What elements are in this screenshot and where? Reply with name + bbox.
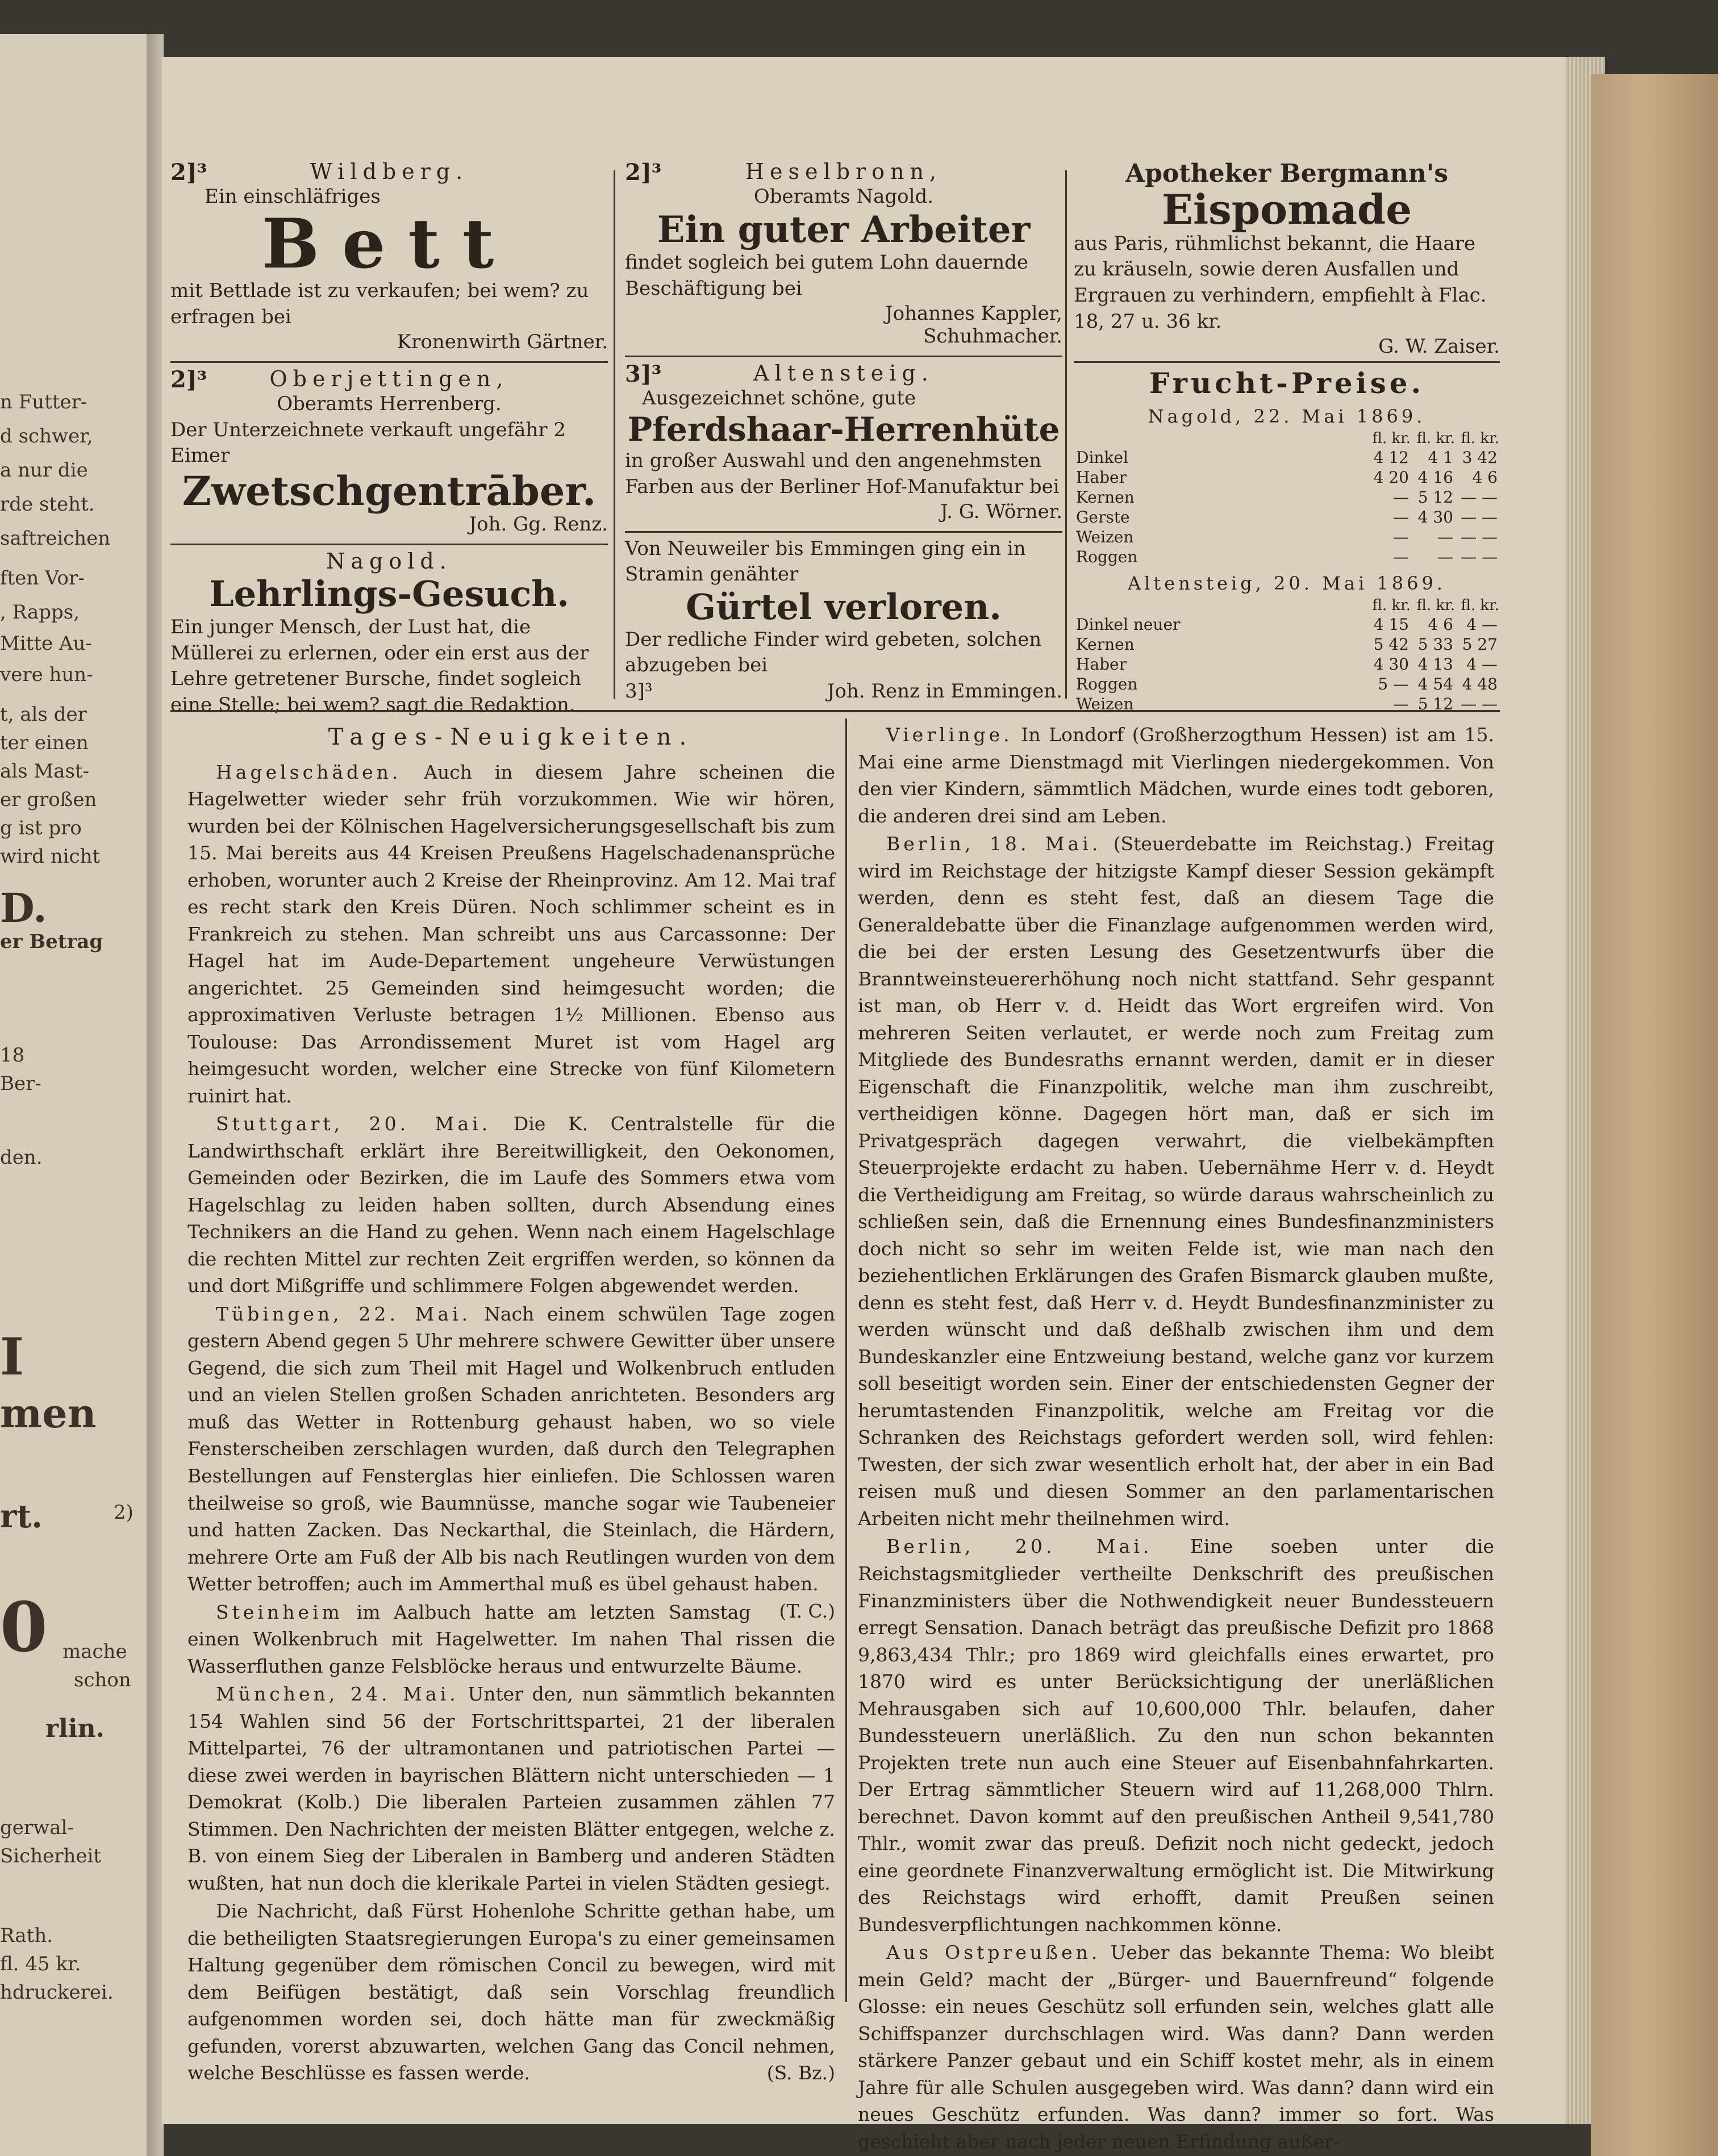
table-row: Kernen — 5 12 — — (1076, 488, 1498, 507)
ad-body: Der Unterzeichnete verkauft ungefähr 2 Eimer (170, 418, 566, 467)
ad-signature-2: Schuhmacher. (923, 325, 1062, 348)
left-fragment: t, als der (0, 703, 87, 726)
news-column-1 (187, 721, 835, 2088)
left-fragment: 2) (114, 1501, 134, 1524)
book-gutter (147, 34, 164, 2156)
table-row: Haber 4 30 4 13 4 — (1076, 655, 1498, 674)
left-fragment: mache (62, 1640, 127, 1663)
news-source: (S. Bz.) (766, 2062, 835, 2084)
ad-line: Ein einschläfriges (205, 185, 381, 208)
news-lead: München, 24. Mai. (216, 1683, 459, 1706)
left-fragment: saftreichen (0, 527, 111, 550)
table-row: Gerste — 4 30 — — (1076, 508, 1498, 527)
news-item (858, 1533, 1494, 1938)
left-fragment: er großen (0, 788, 97, 811)
ad-subtitle: Oberamts Nagold. (753, 185, 934, 208)
left-fragment: den. (0, 1146, 43, 1169)
news-text: Eine soeben unter die Reichstagsmitglieder vertheilte Denkschrift des preußischen Finanzministers über die Nothwendigkeit neuer Bundessteuern erregt Sensation. Danach beträgt das preußische Defizit pro 1868 9,863,434 Thlr.; pro 1869 wird gleichfalls eines erwartet, pro 1870 wird es unter Berücksichtigung der unerläßlichen Mehrausgaben sich auf 10,600,000 Thlr. belaufen, daher Bundessteuern unerläßlich. Zu den nun schon bekannten Projekten trete nun auch eine Steuer auf Eisenbahnfahrkarten. Der Ertrag sämmtlicher Steuern wird auf 11,268,000 Thlrn. berechnet. Davon kommt auf den preußischen Antheil 9,541,780 Thlr., womit zwar das preuß. Defizit noch nicht gedeckt, jedoch eine geordnete Finanzverwaltung ermöglicht ist. Die Mitwirkung des Reichstags wird erhofft, damit Preußen seinen Bundesverpflichtungen nachkommen könne. (858, 1535, 1495, 1936)
ad-intro: Von Neuweiler bis Emmingen ging ein in Stramin genähter (625, 537, 1026, 586)
ad-headline: Zwetschgentrāber. (182, 467, 597, 515)
column-rule (614, 170, 615, 699)
left-fragment: schon (74, 1669, 131, 1691)
news-lead: Vierlinge. (886, 724, 1013, 746)
news-item (187, 1898, 835, 2087)
ad-number: 3]³ (625, 680, 653, 703)
news-item (858, 1939, 1494, 2155)
news-source: (T. C.) (779, 1599, 835, 1622)
divider (170, 544, 608, 545)
ad-number: 2]³ (625, 159, 662, 186)
left-fragment: Sicherheit (0, 1845, 102, 1867)
table-row: Weizen — — — — (1076, 528, 1498, 547)
left-fragment: , Rapps, (0, 601, 80, 624)
prices-table-altensteig: fl. kr. fl. kr. fl. kr. Dinkel neuer 4 15 4 6 4 — Kernen 5 42 5 33 5 27 Haber 4 30 4 13 4 — Roggen 5 — 4 54 4 48 Weizen — 5 12 — — (1074, 596, 1500, 714)
left-fragment: d schwer, (0, 425, 93, 448)
news-lead: Aus Ostpreußen. (886, 1941, 1101, 1964)
ad-signature-line (625, 679, 1062, 705)
news-text: (Steuerdebatte im Reichstag.) Freitag wird im Reichstage der hitzigste Kampf dieser Session gekämpft werden, denn es steht fest, daß an diesem Tage die Generaldebatte über die Finanzlage aufgenommen werden wird, die bei der ersten Lesung des Gesetzentwurfs über die Branntweinsteuererhöhung noch nicht stattfand. Sehr gespannt ist man, ob Herr v. d. Heidt das Wort ergreifen wird. Von mehreren Seiten verlautet, er werde noch zum Freitag zum Mitgliede des Bundesraths ernannt werden, damit er in dieser Eigenschaft die Finanzpolitik, welche man ihm zuschreibt, vertheidigen könne. Dagegen hört man, daß er sich im Privatgespräch dagegen verwahrt, die vielbekämpften Steuerprojekte erdacht zu haben. Uebernähme Herr v. d. Heydt die Vertheidigung am Freitag, so würde daraus wahrscheinlich zu schließen sein, daß die Ernennung eines Bundesfinanzministers doch nicht so sehr im weiten Felde ist, wie man nach den beziehentlichen Erklärungen des Grafen Bismarck glauben mußte, denn es steht fest, daß Herr v. d. Heydt Bundesfinanzminister zu werden wünscht und daß deßhalb zwischen ihm und dem Bundeskanzler eine Entzweiung bestand, welche ganz vor kurzem soll beseitigt worden sein. Einer der entschiedensten Gegner der herumtastenden Finanzpolitik, welche am Freitag vor die Schranken des Reichstags gefordert werden soll, wird fehlen: Twesten, der sich zwar wesentlich erholt hat, der aber in ein Bad reisen muß und diesen Sommer an den parlamentarischen Arbeiten nicht mehr theilnehmen wird. (858, 833, 1495, 1530)
ad-town: Wildberg. (310, 159, 469, 184)
ad-bett (170, 159, 608, 353)
ad-lehrlings-gesuch (170, 549, 608, 718)
ad-arbeiter (625, 159, 1062, 348)
left-fragment: er Betrag (0, 930, 103, 953)
news-lead: Tübingen, 22. Mai. (216, 1302, 472, 1325)
ad-body: findet sogleich bei gutem Lohn dauernde Beschäftigung bei (625, 251, 1029, 300)
news-item (187, 1599, 835, 1680)
divider (625, 531, 1062, 533)
advertisements (170, 159, 1500, 717)
ad-town: Oberjettingen, (269, 366, 509, 391)
news-text: Auch in diesem Jahre scheinen die Hagelwetter wieder sehr früh vorzukommen. Wie wir hören, wurden bei der Kölnischen Hagelversicherungsgesellschaft bis zum 15. Mai bereits aus 44 Kreisen Preußens Hagelschadenansprüche erhoben, worunter auch 2 Kreise der Rheinprovinz. Am 12. Mai traf es recht stark den Kreis Düren. Noch schlimmer scheint es in Frankreich zu stehen. Man schreibt uns aus Carcassonne: Der Hagel hat im Aude-Departement ungeheure Verwüstungen angerichtet. 25 Gemeinden sind heimgesucht worden; die approximativen Verluste betragen 1½ Millionen. Ebenso aus Toulouse: Das Arrondissement Muret ist vom Hagel arg heimgesucht worden, welcher eine Strecke von fünf Kilometern ruinirt hat. (187, 761, 835, 1107)
news-lead: Steinheim (216, 1601, 343, 1623)
divider (625, 356, 1062, 357)
left-fragment: als Mast- (0, 760, 90, 783)
left-fragment: Ber- (0, 1072, 41, 1095)
table-row: Dinkel neuer 4 15 4 6 4 — (1076, 615, 1498, 634)
book-cover (1591, 74, 1718, 2156)
news-text: im Aalbuch hatte am letzten Samstag einen Wolkenbruch mit Hagelwetter. Im nahen Thal rissen die Wasserfluthen ganze Felsblöcke heraus und entwurzelte Bäume. (187, 1601, 835, 1677)
left-fragment: wird nicht (0, 845, 101, 868)
table-row: Weizen — 5 12 — — (1076, 695, 1498, 714)
ad-number: 2]³ (170, 366, 207, 393)
news-heading: Tages-Neuigkeiten. (328, 724, 695, 750)
news-lead: Hagelschäden. (216, 761, 402, 783)
news-item (858, 721, 1494, 829)
ad-signature: Joh. Gg. Renz. (469, 513, 608, 536)
section-rule (170, 710, 1500, 712)
left-fragment: 0 (0, 1587, 48, 1668)
left-fragment: rlin. (45, 1714, 105, 1743)
news-item (187, 759, 835, 1110)
left-fragment: ften Vor- (0, 567, 85, 590)
prices-altensteig-heading: Altensteig, 20. Mai 1869. (1128, 573, 1446, 595)
ad-signature: J. G. Wörner. (940, 500, 1062, 523)
ad-headline: Lehrlings-Gesuch. (209, 573, 569, 615)
prices-nagold-heading: Nagold, 22. Mai 1869. (1148, 406, 1426, 428)
news-text: Unter den, nun sämmtlich bekannten 154 Wahlen sind 56 der Fortschrittspartei, 21 der liberalen Mittelpartei, 76 der ultramontanen und patriotischen Partei — diese zwei werden in bayrischen Blättern nicht unterschieden — 1 Demokrat (Kolb.) Die liberalen Parteien zusammen zählen 77 Stimmen. Den Nachrichten der meisten Blätter entgegen, welche z. B. von einem Sieg der Liberalen in Bamberg und anderen Städten wußten, hat nun doch die klerikale Partei in vielen Städten gesiegt. (187, 1683, 836, 1894)
news-text: Nach einem schwülen Tage zogen gestern Abend gegen 5 Uhr mehrere schwere Gewitter über unsere Gegend, die sich zum Theil mit Hagel und Wolkenbruch entluden und an vielen Stellen großen Schaden anrichteten. Besonders arg muß das Wetter in Rottenburg gehaust haben, wo so viele Fensterscheiben zerschlagen wurden, daß durch den Telegraphen Bestellungen auf Fensterglas hier einliefen. Die Schlossen waren theilweise so groß, wie Baumnüsse, manche sogar wie Taubeneier und hatten Zacken. Das Neckarthal, die Steinlach, die Härdern, mehrere Orte am Fuß der Alb bis nach Reutlingen wurden von dem Wetter betroffen; auch im Ammerthal muß es übel gehaust haben. (187, 1302, 835, 1595)
column-rule (845, 718, 847, 2002)
left-fragment: men (0, 1390, 97, 1437)
left-fragment: rde steht. (0, 493, 95, 516)
left-fragment: n Futter- (0, 391, 87, 413)
ad-headline: Ein guter Arbeiter (657, 208, 1031, 251)
ad-signature: Kronenwirth Gärtner. (397, 330, 608, 353)
ad-body: aus Paris, rühmlichst bekannt, die Haare zu kräuseln, sowie deren Ausfallen und Ergrauen zu verhindern, empfiehlt à Flac. 18, 27 u. 36 kr. (1074, 232, 1487, 333)
news-lead: Stuttgart, 20. Mai. (216, 1113, 491, 1135)
news-lead: Berlin, 20. Mai. (886, 1535, 1153, 1558)
left-page (0, 34, 148, 2156)
ad-body: in großer Auswahl und den angenehmsten Farben aus der Berliner Hof-Manufaktur bei (625, 449, 1060, 498)
news-text: Ueber das bekannte Thema: Wo bleibt mein Geld? macht der „Bürger- und Bauernfreund“ folgende Glosse: ein neues Geschütz soll erfunden sein, welches glatt alle Schiffspanzer durchschlagen wird. Was dann? Dann werden stärkere Panzer gebaut und ein Schiff kostet mehr, als in einem Jahre für alle Schulen ausgegeben wird. Was dann? dann wird ein neues Geschütz erfunden. Was dann? immer so fort. Was geschieht aber nach jeder neuen Erfindung außer- (858, 1941, 1494, 2153)
table-row: Dinkel 4 12 4 1 3 42 (1076, 448, 1498, 467)
ad-signature: G. W. Zaiser. (1378, 335, 1500, 358)
divider (1074, 361, 1500, 363)
table-row: Roggen 5 — 4 54 4 48 (1076, 675, 1498, 694)
ad-zwetschgentraeber (170, 366, 608, 536)
prices-title: Frucht-Preise. (1149, 366, 1425, 400)
ad-column-1 (170, 159, 608, 717)
left-fragment: hdruckerei. (0, 1981, 114, 2004)
divider (170, 361, 608, 363)
ad-headline: Gürtel verloren. (686, 586, 1002, 628)
news-item (858, 830, 1494, 1532)
left-fragment: Mitte Au- (0, 632, 92, 655)
ad-signature: Joh. Renz in Emmingen. (827, 680, 1062, 703)
ad-column-3 (1074, 159, 1500, 714)
left-fragment: vere hun- (0, 663, 93, 686)
left-fragment: Rath. (0, 1924, 53, 1947)
news-item (187, 1681, 835, 1896)
ad-brand: Apotheker Bergmann's (1125, 159, 1448, 188)
left-fragment: D. (0, 884, 47, 931)
left-fragment: ter einen (0, 732, 89, 754)
ad-line: Ausgezeichnet schöne, gute (642, 387, 916, 410)
table-row: Roggen — — — — (1076, 548, 1498, 567)
column-rule (1065, 170, 1067, 699)
ad-headline: Pferdshaar-Herrenhüte (627, 410, 1060, 449)
left-fragment: g ist pro (0, 817, 82, 839)
table-row: Kernen 5 42 5 33 5 27 (1076, 635, 1498, 654)
ad-body: mit Bettlade ist zu verkaufen; bei wem? zu erfragen bei (170, 279, 589, 328)
ad-headline: Bett (261, 203, 517, 284)
ad-town: Nagold. (326, 549, 452, 574)
ad-body: Der redliche Finder wird gebeten, solchen abzugeben bei (625, 628, 1042, 677)
ad-body: Ein junger Mensch, der Lust hat, die Müllerei zu erlernen, oder ein erst aus der Lehre getretener Bursche, findet sogleich eine Stelle; bei wem? sagt die Redaktion. (170, 615, 589, 717)
news-item (187, 1110, 835, 1300)
news-column-2 (858, 721, 1494, 2156)
ad-guertel (625, 536, 1062, 705)
news-text: Die K. Centralstelle für die Landwirthschaft erklärt ihre Bereitwilligkeit, den Oekonomen, Gemeinden oder Bezirken, die im Laufe des Sommers etwa vom Hagelschlag zu leiden haben sollten, durch Absendung eines Technikers an die Hand zu gehen. Wenn nach einem Hagelschlage die rechten Mittel zur rechten Zeit ergriffen werden, so können da und dort Mißgriffe und schlimmere Folgen abgewendet werden. (187, 1113, 835, 1297)
ad-number: 2]³ (170, 159, 207, 186)
news-lead: Berlin, 18. Mai. (886, 833, 1102, 855)
ad-town: Altensteig. (753, 361, 934, 386)
ad-number: 3]³ (625, 361, 662, 388)
left-fragment: a nur die (0, 459, 88, 482)
prices-table-nagold: fl. kr. fl. kr. fl. kr. Dinkel 4 12 4 1 3 42 Haber 4 20 4 16 4 6 Kernen — 5 12 — — Gerste — 4 30 — — Weizen — — — — Roggen — — — — (1074, 429, 1500, 567)
ad-town: Heselbronn, (745, 159, 943, 184)
ad-signature: Johannes Kappler, (885, 302, 1062, 325)
left-fragment: I (0, 1327, 24, 1387)
ad-subtitle: Oberamts Herrenberg. (277, 392, 502, 415)
left-fragment: 18 (0, 1044, 25, 1067)
news-text: In Londorf (Großherzogthum Hessen) ist am 15. Mai eine arme Dienstmagd mit Vierlingen niedergekommen. Von den vier Kindern, sämmtlich Mädchen, wurde eines todt geboren, die anderen drei sind am Leben. (858, 724, 1494, 827)
ad-herrenhuete (625, 361, 1062, 523)
ad-column-2 (625, 159, 1062, 704)
news-text: Die Nachricht, daß Fürst Hohenlohe Schritte gethan habe, um die betheiligten Staatsregierungen Europa's zu einer gemeinsamen Haltung gegenüber dem römischen Concil zu bewegen, wird mit dem Beifügen bestätigt, daß sein Vorschlag freundlich aufgenommen worden sei, doch hätte man für zweckmäßig gefunden, vorerst abzuwarten, welchen Gang das Concil nehmen, welche Beschlüsse es fassen werde. (187, 1900, 835, 2084)
ad-headline: Eispomade (1161, 185, 1412, 233)
table-row: Haber 4 20 4 16 4 6 (1076, 468, 1498, 487)
left-fragment: fl. 45 kr. (0, 1953, 81, 1975)
left-fragment: rt. (0, 1498, 43, 1535)
left-fragment: gerwal- (0, 1816, 74, 1839)
